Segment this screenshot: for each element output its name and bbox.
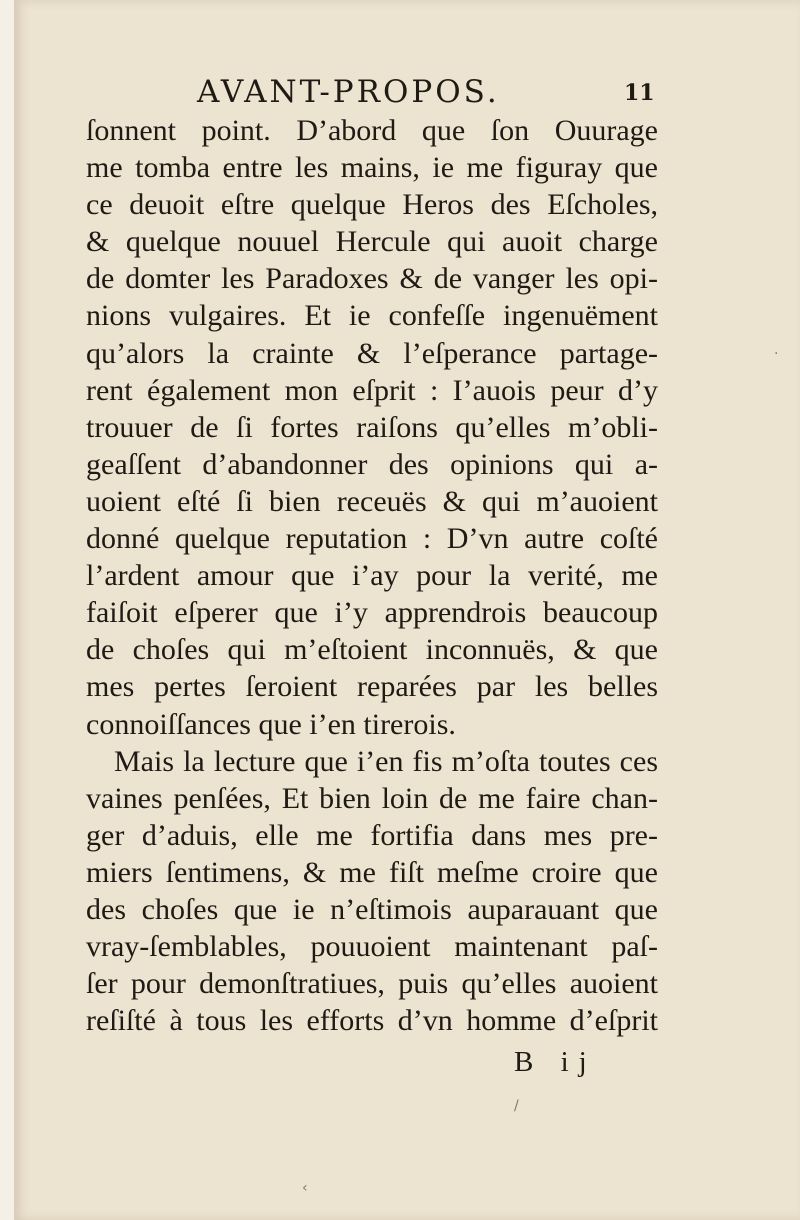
text-line: ſonnent point. D’abord que ſon Ouurage <box>86 114 658 147</box>
text-line: mes pertes ſeroient reparées par les belles <box>86 670 658 704</box>
body-text <box>86 112 658 1039</box>
text-line: rent également mon eſprit : I’auois peur d’y <box>86 373 658 407</box>
text-line: uoient eſté ſi bien receuës & qui m’auoient <box>86 484 658 518</box>
text-line: vaines penſées, Et bien loin de me faire chan- <box>86 781 658 815</box>
running-head-title: AVANT-PROPOS. <box>197 74 500 110</box>
text-line: ſer pour demonſtratiues, puis qu’elles auoient <box>86 967 658 1001</box>
paragraph-end-line: connoiſſances que i’en tirerois. <box>86 707 456 741</box>
text-line: & quelque nouuel Hercule qui auoit charge <box>86 225 658 259</box>
book-page <box>14 0 800 1220</box>
text-line: l’ardent amour que i’ay pour la verité, me <box>86 559 658 593</box>
text-line: reſiſté à tous les efforts d’vn homme d’eſprit <box>86 1004 658 1038</box>
text-line: des choſes que ie n’eſtimois auparauant que <box>86 892 658 926</box>
page-number: 11 <box>624 80 655 106</box>
signature-mark: B ij <box>514 1046 597 1078</box>
text-line: qu’alors la crainte & l’eſperance partage- <box>86 336 658 370</box>
text-line: nions vulgaires. Et ie confeſſe ingenuëment <box>86 299 658 333</box>
text-line: geaſſent d’abandonner des opinions qui a- <box>86 447 658 481</box>
text-line: trouuer de ſi fortes raiſons qu’elles m’obli- <box>86 410 658 444</box>
paragraph-start-line: Mais la lecture que i’en fis m’oſta toutes ces <box>114 744 658 778</box>
text-line: miers ſentimens, & me fiſt meſme croire que <box>86 855 658 889</box>
text-line: donné quelque reputation : D’vn autre coſté <box>86 522 658 556</box>
text-line: ce deuoit eſtre quelque Heros des Eſcholes, <box>86 188 658 222</box>
paper-speck: · <box>774 346 779 362</box>
paper-speck: / <box>514 1098 519 1114</box>
page-margin-edge <box>0 0 14 1220</box>
text-line: me tomba entre les mains, ie me figuray que <box>86 151 658 185</box>
text-line: ger d’aduis, elle me fortifia dans mes pre- <box>86 818 658 852</box>
text-line: de domter les Paradoxes & de vanger les opi- <box>86 262 658 296</box>
running-head <box>14 74 800 114</box>
text-line: de choſes qui m’eſtoient inconnuës, & que <box>86 633 658 667</box>
text-line: vray-ſemblables, pouuoient maintenant paſ- <box>86 930 658 964</box>
text-line: faiſoit eſperer que i’y apprendrois beaucoup <box>86 596 658 630</box>
paper-speck: ‹ <box>302 1180 308 1196</box>
